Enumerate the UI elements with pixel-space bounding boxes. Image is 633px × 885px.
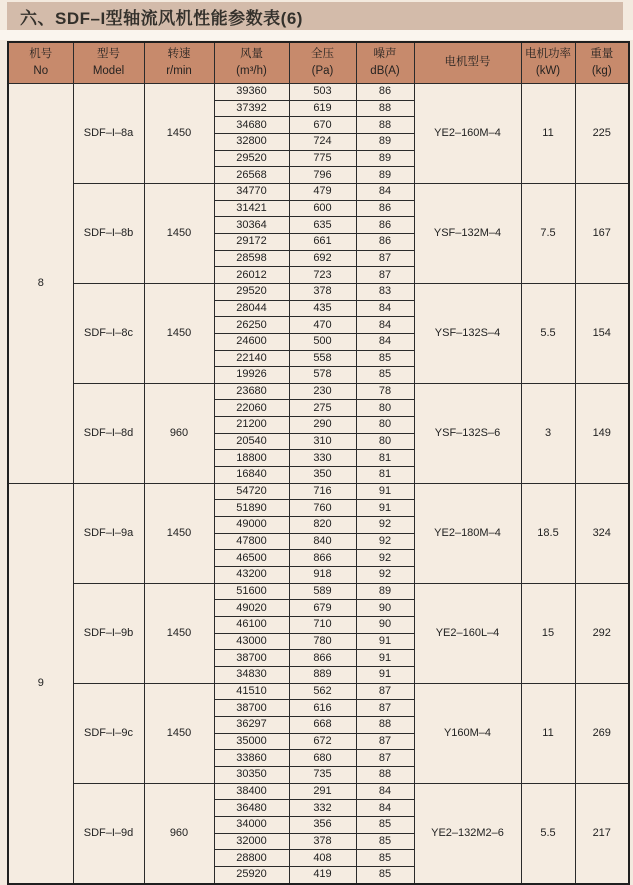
pressure-cell: 692 (289, 250, 356, 267)
pressure-cell: 760 (289, 500, 356, 517)
pressure-cell: 820 (289, 517, 356, 534)
header-noise-unit: dB(A) (370, 65, 400, 77)
page-title-bar (7, 2, 623, 30)
table-row (8, 683, 629, 700)
airflow-cell: 34680 (214, 117, 289, 134)
model-cell: SDF–I–9c (73, 683, 144, 783)
airflow-cell: 18800 (214, 450, 289, 467)
airflow-cell: 25920 (214, 866, 289, 883)
speed-cell: 1450 (144, 683, 214, 783)
pressure-cell: 562 (289, 683, 356, 700)
noise-cell: 83 (356, 283, 414, 300)
airflow-cell: 28598 (214, 250, 289, 267)
pressure-cell: 500 (289, 333, 356, 350)
pressure-cell: 866 (289, 550, 356, 567)
pressure-cell: 350 (289, 467, 356, 484)
pressure-cell: 470 (289, 317, 356, 334)
motor-model-cell: YSF–132M–4 (414, 183, 521, 283)
motor-power-cell: 3 (521, 383, 575, 483)
speed-cell: 1450 (144, 283, 214, 383)
noise-cell: 85 (356, 367, 414, 384)
noise-cell: 84 (356, 783, 414, 800)
header-machine-no (8, 42, 73, 84)
motor-model-cell: Y160M–4 (414, 683, 521, 783)
airflow-cell: 38700 (214, 700, 289, 717)
header-model-cn: 型号 (97, 47, 120, 60)
model-cell: SDF–I–8a (73, 84, 144, 184)
noise-cell: 84 (356, 333, 414, 350)
pressure-cell: 661 (289, 233, 356, 250)
airflow-cell: 46100 (214, 617, 289, 634)
noise-cell: 92 (356, 567, 414, 584)
header-machine-no-cn: 机号 (29, 47, 53, 60)
weight-cell: 167 (575, 183, 629, 283)
noise-cell: 84 (356, 317, 414, 334)
noise-cell: 88 (356, 117, 414, 134)
airflow-cell: 19926 (214, 367, 289, 384)
header-weight (575, 42, 629, 84)
airflow-cell: 34770 (214, 183, 289, 200)
airflow-cell: 28044 (214, 300, 289, 317)
table-row (8, 483, 629, 500)
speed-cell: 960 (144, 783, 214, 883)
weight-cell: 149 (575, 383, 629, 483)
title-divider-band (0, 30, 633, 40)
noise-cell: 88 (356, 766, 414, 783)
airflow-cell: 36480 (214, 800, 289, 817)
airflow-cell: 51890 (214, 500, 289, 517)
pressure-cell: 840 (289, 533, 356, 550)
header-speed-cn: 转速 (167, 47, 191, 60)
noise-cell: 85 (356, 866, 414, 883)
airflow-cell: 34830 (214, 666, 289, 683)
noise-cell: 89 (356, 150, 414, 167)
motor-model-cell: YSF–132S–4 (414, 283, 521, 383)
motor-power-cell: 5.5 (521, 783, 575, 883)
header-pressure-unit: (Pa) (311, 65, 334, 77)
header-model-en: Model (92, 65, 125, 77)
airflow-cell: 24600 (214, 333, 289, 350)
table-row (8, 283, 629, 300)
machine-no-cell: 8 (8, 84, 73, 484)
table-row (8, 84, 629, 101)
speed-cell: 1450 (144, 183, 214, 283)
pressure-cell: 291 (289, 783, 356, 800)
page-title: 六、SDF–I型轴流风机性能参数表(6) (20, 8, 303, 28)
fan-performance-table (7, 41, 630, 885)
header-airflow-cn: 风量 (240, 47, 263, 60)
airflow-cell: 26012 (214, 267, 289, 284)
machine-no-cell: 9 (8, 483, 73, 883)
noise-cell: 91 (356, 633, 414, 650)
airflow-cell: 39360 (214, 84, 289, 101)
noise-cell: 91 (356, 650, 414, 667)
noise-cell: 85 (356, 833, 414, 850)
speed-cell: 1450 (144, 483, 214, 583)
airflow-cell: 22140 (214, 350, 289, 367)
noise-cell: 87 (356, 250, 414, 267)
pressure-cell: 419 (289, 866, 356, 883)
fan-table-body (8, 84, 629, 884)
header-airflow-unit: (m³/h) (236, 65, 267, 77)
airflow-cell: 26568 (214, 167, 289, 184)
pressure-cell: 378 (289, 283, 356, 300)
airflow-cell: 26250 (214, 317, 289, 334)
pressure-cell: 589 (289, 583, 356, 600)
motor-power-cell: 15 (521, 583, 575, 683)
airflow-cell: 29172 (214, 233, 289, 250)
motor-power-cell: 7.5 (521, 183, 575, 283)
header-speed-unit: r/min (166, 65, 192, 77)
noise-cell: 80 (356, 433, 414, 450)
header-noise-cn: 噪声 (373, 47, 397, 60)
table-row (8, 583, 629, 600)
model-cell: SDF–I–8b (73, 183, 144, 283)
motor-model-cell: YE2–160L–4 (414, 583, 521, 683)
motor-power-cell: 11 (521, 84, 575, 184)
speed-cell: 1450 (144, 583, 214, 683)
noise-cell: 84 (356, 183, 414, 200)
airflow-cell: 49000 (214, 517, 289, 534)
table-row (8, 183, 629, 200)
airflow-cell: 22060 (214, 400, 289, 417)
pressure-cell: 635 (289, 217, 356, 234)
header-motor-power (521, 42, 575, 84)
weight-cell: 324 (575, 483, 629, 583)
airflow-cell: 37392 (214, 100, 289, 117)
pressure-cell: 918 (289, 567, 356, 584)
airflow-cell: 31421 (214, 200, 289, 217)
airflow-cell: 29520 (214, 283, 289, 300)
table-row (8, 383, 629, 400)
pressure-cell: 668 (289, 716, 356, 733)
pressure-cell: 332 (289, 800, 356, 817)
noise-cell: 92 (356, 533, 414, 550)
model-cell: SDF–I–9d (73, 783, 144, 883)
pressure-cell: 679 (289, 600, 356, 617)
pressure-cell: 230 (289, 383, 356, 400)
airflow-cell: 35000 (214, 733, 289, 750)
noise-cell: 87 (356, 733, 414, 750)
model-cell: SDF–I–8d (73, 383, 144, 483)
airflow-cell: 30364 (214, 217, 289, 234)
airflow-cell: 46500 (214, 550, 289, 567)
noise-cell: 84 (356, 800, 414, 817)
airflow-cell: 16840 (214, 467, 289, 484)
pressure-cell: 735 (289, 766, 356, 783)
noise-cell: 86 (356, 200, 414, 217)
header-motor-power-unit: (kW) (535, 65, 561, 77)
noise-cell: 87 (356, 750, 414, 767)
noise-cell: 89 (356, 583, 414, 600)
noise-cell: 89 (356, 167, 414, 184)
airflow-cell: 43000 (214, 633, 289, 650)
pressure-cell: 378 (289, 833, 356, 850)
airflow-cell: 21200 (214, 417, 289, 434)
motor-model-cell: YE2–132M2–6 (414, 783, 521, 883)
airflow-cell: 28800 (214, 850, 289, 867)
pressure-cell: 503 (289, 84, 356, 101)
header-model (73, 42, 144, 84)
pressure-cell: 710 (289, 617, 356, 634)
airflow-cell: 38700 (214, 650, 289, 667)
noise-cell: 88 (356, 716, 414, 733)
airflow-cell: 49020 (214, 600, 289, 617)
weight-cell: 217 (575, 783, 629, 883)
airflow-cell: 20540 (214, 433, 289, 450)
noise-cell: 86 (356, 217, 414, 234)
table-row (8, 783, 629, 800)
header-noise (356, 42, 414, 84)
noise-cell: 86 (356, 233, 414, 250)
noise-cell: 91 (356, 483, 414, 500)
speed-cell: 960 (144, 383, 214, 483)
header-speed (144, 42, 214, 84)
header-motor-model-cn: 电机型号 (444, 56, 491, 69)
airflow-cell: 41510 (214, 683, 289, 700)
pressure-cell: 330 (289, 450, 356, 467)
pressure-cell: 310 (289, 433, 356, 450)
pressure-cell: 290 (289, 417, 356, 434)
noise-cell: 85 (356, 350, 414, 367)
pressure-cell: 578 (289, 367, 356, 384)
pressure-cell: 479 (289, 183, 356, 200)
pressure-cell: 866 (289, 650, 356, 667)
pressure-cell: 435 (289, 300, 356, 317)
noise-cell: 92 (356, 550, 414, 567)
airflow-cell: 33860 (214, 750, 289, 767)
airflow-cell: 32000 (214, 833, 289, 850)
motor-power-cell: 5.5 (521, 283, 575, 383)
header-machine-no-en: No (33, 65, 49, 77)
weight-cell: 269 (575, 683, 629, 783)
model-cell: SDF–I–8c (73, 283, 144, 383)
weight-cell: 292 (575, 583, 629, 683)
airflow-cell: 30350 (214, 766, 289, 783)
pressure-cell: 680 (289, 750, 356, 767)
header-airflow (214, 42, 289, 84)
header-motor-model (414, 42, 521, 84)
noise-cell: 87 (356, 683, 414, 700)
pressure-cell: 619 (289, 100, 356, 117)
motor-power-cell: 18.5 (521, 483, 575, 583)
pressure-cell: 723 (289, 267, 356, 284)
airflow-cell: 51600 (214, 583, 289, 600)
model-cell: SDF–I–9a (73, 483, 144, 583)
header-pressure (289, 42, 356, 84)
motor-model-cell: YE2–160M–4 (414, 84, 521, 184)
noise-cell: 88 (356, 100, 414, 117)
noise-cell: 90 (356, 600, 414, 617)
header-weight-unit: (kg) (591, 65, 612, 77)
noise-cell: 78 (356, 383, 414, 400)
pressure-cell: 408 (289, 850, 356, 867)
airflow-cell: 47800 (214, 533, 289, 550)
noise-cell: 80 (356, 417, 414, 434)
airflow-cell: 29520 (214, 150, 289, 167)
airflow-cell: 43200 (214, 567, 289, 584)
model-cell: SDF–I–9b (73, 583, 144, 683)
pressure-cell: 558 (289, 350, 356, 367)
noise-cell: 84 (356, 300, 414, 317)
pressure-cell: 724 (289, 133, 356, 150)
pressure-cell: 672 (289, 733, 356, 750)
noise-cell: 87 (356, 267, 414, 284)
noise-cell: 85 (356, 816, 414, 833)
header-row (8, 42, 629, 84)
pressure-cell: 670 (289, 117, 356, 134)
noise-cell: 80 (356, 400, 414, 417)
airflow-cell: 23680 (214, 383, 289, 400)
pressure-cell: 889 (289, 666, 356, 683)
airflow-cell: 34000 (214, 816, 289, 833)
weight-cell: 154 (575, 283, 629, 383)
pressure-cell: 796 (289, 167, 356, 184)
header-motor-power-cn: 电机功率 (525, 47, 571, 60)
pressure-cell: 716 (289, 483, 356, 500)
noise-cell: 91 (356, 500, 414, 517)
airflow-cell: 54720 (214, 483, 289, 500)
pressure-cell: 780 (289, 633, 356, 650)
noise-cell: 90 (356, 617, 414, 634)
airflow-cell: 32800 (214, 133, 289, 150)
noise-cell: 86 (356, 84, 414, 101)
airflow-cell: 36297 (214, 716, 289, 733)
motor-model-cell: YE2–180M–4 (414, 483, 521, 583)
pressure-cell: 356 (289, 816, 356, 833)
noise-cell: 85 (356, 850, 414, 867)
pressure-cell: 600 (289, 200, 356, 217)
noise-cell: 81 (356, 450, 414, 467)
noise-cell: 87 (356, 700, 414, 717)
motor-power-cell: 11 (521, 683, 575, 783)
pressure-cell: 775 (289, 150, 356, 167)
header-weight-cn: 重量 (590, 47, 614, 60)
noise-cell: 81 (356, 467, 414, 484)
header-pressure-cn: 全压 (311, 47, 334, 60)
airflow-cell: 38400 (214, 783, 289, 800)
weight-cell: 225 (575, 84, 629, 184)
noise-cell: 92 (356, 517, 414, 534)
pressure-cell: 275 (289, 400, 356, 417)
motor-model-cell: YSF–132S–6 (414, 383, 521, 483)
noise-cell: 91 (356, 666, 414, 683)
speed-cell: 1450 (144, 84, 214, 184)
pressure-cell: 616 (289, 700, 356, 717)
table-header (8, 42, 629, 84)
noise-cell: 89 (356, 133, 414, 150)
